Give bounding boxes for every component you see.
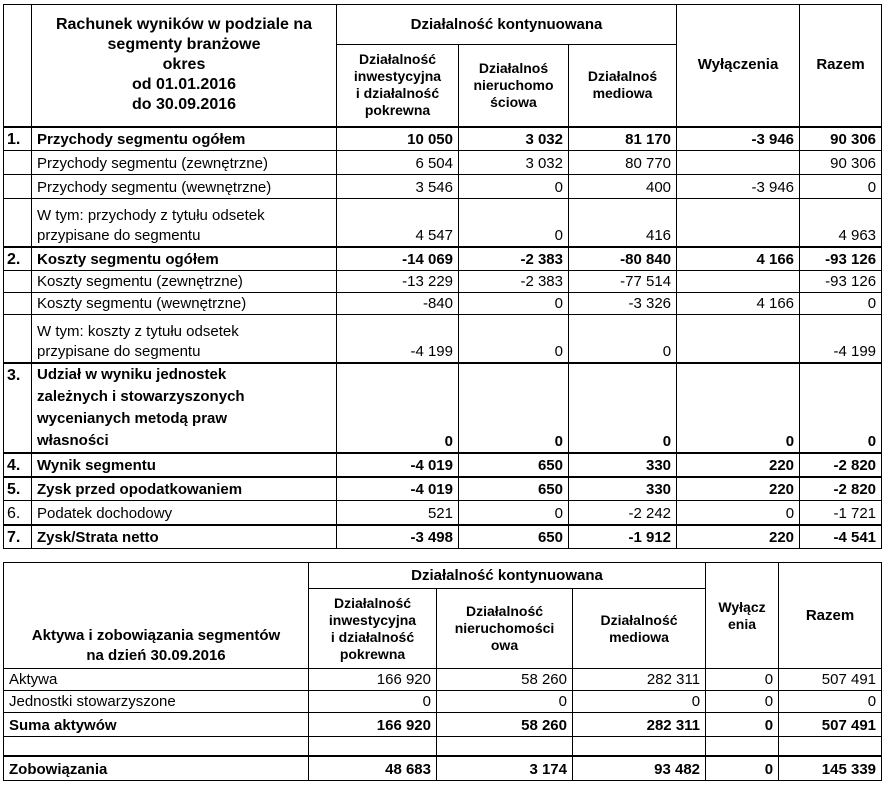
continued-operations-header: Działalność kontynuowana — [337, 5, 677, 45]
cell-real-estate: 650 — [459, 525, 569, 549]
cell-media: 0 — [569, 363, 677, 453]
header-line: pokrewna — [364, 102, 431, 119]
cell-total: -93 126 — [800, 271, 882, 293]
table-row — [4, 501, 882, 525]
media-activity-header — [569, 45, 677, 127]
cell-eliminations: 0 — [677, 363, 800, 453]
header-line: Działalność — [600, 611, 678, 628]
row-number: 3. — [4, 363, 32, 453]
cell-media: -2 242 — [569, 501, 677, 525]
table-row — [4, 247, 882, 271]
cell-media: -80 840 — [569, 247, 677, 271]
cell-investment: 166 920 — [309, 669, 437, 691]
real-estate-activity-header — [459, 45, 569, 127]
cell-media: 81 170 — [569, 127, 677, 151]
cell-total: -4 541 — [800, 525, 882, 549]
eliminations-header: Wyłączenia — [677, 5, 800, 127]
row-number: 4. — [4, 453, 32, 477]
spacer-row — [4, 737, 882, 757]
title-line: segmenty branżowe — [107, 36, 261, 54]
cell-investment: 3 546 — [337, 175, 459, 199]
row-number — [4, 175, 32, 199]
row-number: 2. — [4, 247, 32, 271]
row-number — [4, 315, 32, 363]
header-line: Działalność — [465, 603, 544, 619]
cell-investment: 48 683 — [309, 756, 437, 780]
cell-total: -1 721 — [800, 501, 882, 525]
label-line: Udział w wyniku jednostek — [37, 365, 227, 383]
row-label: Przychody segmentu (wewnętrzne) — [32, 175, 337, 199]
table-row — [4, 127, 882, 151]
investment-activity-header — [337, 45, 459, 127]
header-line: inwestycyjna — [353, 68, 442, 85]
row-label: Koszty segmentu ogółem — [32, 247, 337, 271]
cell-investment: -13 229 — [337, 271, 459, 293]
total-header: Razem — [800, 5, 882, 127]
label-line: przypisane do segmentu — [37, 342, 201, 360]
cell-investment: 4 547 — [337, 199, 459, 247]
cell-real-estate: 0 — [459, 175, 569, 199]
cell-total: 4 963 — [800, 199, 882, 247]
label-line: W tym: koszty z tytułu odsetek — [37, 322, 239, 340]
cell-real-estate: 0 — [459, 199, 569, 247]
table-row — [4, 477, 882, 501]
title-line: Rachunek wyników w podziale na — [55, 16, 313, 34]
assets-table-title — [4, 563, 309, 669]
header-line: Działalność — [333, 594, 412, 611]
cell-real-estate: 3 032 — [459, 127, 569, 151]
row-label: Suma aktywów — [4, 713, 309, 737]
table-row — [4, 293, 882, 315]
header-line: Działalność — [358, 51, 437, 68]
table-row — [4, 669, 882, 691]
empty-cell — [706, 737, 779, 757]
cell-media: 330 — [569, 453, 677, 477]
real-estate-activity-header — [437, 589, 573, 669]
cell-eliminations: 0 — [706, 691, 779, 713]
cell-real-estate: 650 — [459, 477, 569, 501]
cell-total: 507 491 — [779, 713, 882, 737]
cell-media: 0 — [573, 691, 706, 713]
cell-investment: 521 — [337, 501, 459, 525]
row-label: Zysk/Strata netto — [32, 525, 337, 549]
title-line: na dzień 30.09.2016 — [86, 647, 226, 664]
label-line: przypisane do segmentu — [37, 226, 201, 244]
cell-real-estate: 58 260 — [437, 713, 573, 737]
table-row — [4, 151, 882, 175]
cell-investment: -14 069 — [337, 247, 459, 271]
table-row — [4, 756, 882, 780]
cell-eliminations — [677, 199, 800, 247]
empty-cell — [309, 737, 437, 757]
cell-total: 90 306 — [800, 151, 882, 175]
cell-real-estate: 0 — [459, 293, 569, 315]
row-label: Jednostki stowarzyszone — [4, 691, 309, 713]
header-line: enia — [728, 615, 757, 632]
cell-media: 282 311 — [573, 713, 706, 737]
continued-operations-header: Działalność kontynuowana — [309, 563, 706, 589]
header-line: nieruchomo — [473, 76, 554, 93]
header-line: pokrewna — [339, 645, 406, 662]
cell-media: 416 — [569, 199, 677, 247]
label-line: wycenianych metodą praw — [37, 409, 228, 427]
cell-investment: 166 920 — [309, 713, 437, 737]
row-number — [4, 293, 32, 315]
income-table-title — [32, 5, 337, 127]
empty-cell — [573, 737, 706, 757]
cell-investment: 0 — [337, 363, 459, 453]
cell-investment: -840 — [337, 293, 459, 315]
row-label: Przychody segmentu (zewnętrzne) — [32, 151, 337, 175]
cell-total: 0 — [800, 293, 882, 315]
cell-eliminations: 0 — [706, 713, 779, 737]
cell-real-estate: 650 — [459, 453, 569, 477]
table-row — [4, 315, 882, 363]
table-row — [4, 363, 882, 453]
cell-eliminations: -3 946 — [677, 175, 800, 199]
cell-eliminations: 0 — [706, 669, 779, 691]
cell-total: -93 126 — [800, 247, 882, 271]
cell-investment: -4 199 — [337, 315, 459, 363]
label-line: zależnych i stowarzyszonych — [37, 387, 245, 405]
row-label: Przychody segmentu ogółem — [32, 127, 337, 151]
cell-media: -1 912 — [569, 525, 677, 549]
empty-cell — [4, 737, 309, 757]
cell-investment: 0 — [309, 691, 437, 713]
header-line: Działalnoś — [478, 59, 549, 76]
label-line: własności — [37, 431, 109, 449]
label-line: W tym: przychody z tytułu odsetek — [37, 206, 265, 224]
investment-activity-header — [309, 589, 437, 669]
header-line: nieruchomości — [454, 620, 555, 636]
cell-real-estate: 3 032 — [459, 151, 569, 175]
row-label — [32, 199, 337, 247]
header-line: i działalność — [355, 85, 440, 102]
table-row — [4, 453, 882, 477]
cell-total: -2 820 — [800, 477, 882, 501]
cell-eliminations — [677, 151, 800, 175]
row-label: Koszty segmentu (zewnętrzne) — [32, 271, 337, 293]
cell-real-estate: 0 — [459, 315, 569, 363]
cell-real-estate: -2 383 — [459, 247, 569, 271]
cell-media: 80 770 — [569, 151, 677, 175]
cell-investment: -3 498 — [337, 525, 459, 549]
cell-media: 330 — [569, 477, 677, 501]
cell-real-estate: 0 — [437, 691, 573, 713]
cell-total: 145 339 — [779, 756, 882, 780]
empty-cell — [779, 737, 882, 757]
cell-eliminations: 220 — [677, 453, 800, 477]
eliminations-header — [706, 563, 779, 669]
header-line: owa — [490, 637, 519, 653]
cell-total: 0 — [800, 363, 882, 453]
table-row — [4, 175, 882, 199]
cell-investment: 10 050 — [337, 127, 459, 151]
cell-real-estate: 3 174 — [437, 756, 573, 780]
row-number: 7. — [4, 525, 32, 549]
empty-cell — [437, 737, 573, 757]
row-label: Koszty segmentu (wewnętrzne) — [32, 293, 337, 315]
header-line: mediowa — [609, 628, 669, 645]
row-label: Aktywa — [4, 669, 309, 691]
row-label — [32, 315, 337, 363]
cell-media: 400 — [569, 175, 677, 199]
row-label: Wynik segmentu — [32, 453, 337, 477]
row-number — [4, 151, 32, 175]
title-line: okres — [162, 56, 206, 74]
cell-media: 0 — [569, 315, 677, 363]
cell-media: 282 311 — [573, 669, 706, 691]
table-row — [4, 691, 882, 713]
cell-eliminations: 220 — [677, 477, 800, 501]
table-row — [4, 525, 882, 549]
cell-media: -3 326 — [569, 293, 677, 315]
row-number: 1. — [4, 127, 32, 151]
header-corner — [4, 5, 32, 127]
cell-real-estate: 0 — [459, 363, 569, 453]
title-line: Aktywa i zobowiązania segmentów — [31, 627, 281, 644]
table-row — [4, 199, 882, 247]
table-row — [4, 713, 882, 737]
cell-real-estate: -2 383 — [459, 271, 569, 293]
cell-investment: 6 504 — [337, 151, 459, 175]
row-number: 6. — [4, 501, 32, 525]
cell-real-estate: 0 — [459, 501, 569, 525]
cell-eliminations: 220 — [677, 525, 800, 549]
total-header: Razem — [779, 563, 882, 669]
cell-total: 0 — [779, 691, 882, 713]
header-line: Działalnoś — [587, 68, 658, 85]
cell-media: 93 482 — [573, 756, 706, 780]
header-line: mediowa — [592, 85, 653, 102]
cell-eliminations: 0 — [677, 501, 800, 525]
header-line: inwestycyjna — [328, 611, 417, 628]
header-line: i działalność — [330, 628, 415, 645]
income-by-segment-table — [3, 4, 882, 549]
title-line: do 30.09.2016 — [131, 96, 237, 114]
header-line: ściowa — [490, 93, 537, 110]
cell-media: -77 514 — [569, 271, 677, 293]
row-number — [4, 199, 32, 247]
row-label: Zobowiązania — [4, 756, 309, 780]
cell-investment: -4 019 — [337, 477, 459, 501]
assets-liabilities-table — [3, 562, 882, 781]
cell-investment: -4 019 — [337, 453, 459, 477]
cell-total: 90 306 — [800, 127, 882, 151]
table-row — [4, 271, 882, 293]
cell-eliminations — [677, 271, 800, 293]
cell-total: 507 491 — [779, 669, 882, 691]
cell-total: -2 820 — [800, 453, 882, 477]
row-label: Podatek dochodowy — [32, 501, 337, 525]
header-line: Wyłącz — [718, 598, 766, 615]
cell-total: -4 199 — [800, 315, 882, 363]
cell-real-estate: 58 260 — [437, 669, 573, 691]
row-number: 5. — [4, 477, 32, 501]
row-number — [4, 271, 32, 293]
row-label — [32, 363, 337, 453]
media-activity-header — [573, 589, 706, 669]
cell-eliminations: -3 946 — [677, 127, 800, 151]
cell-eliminations: 4 166 — [677, 293, 800, 315]
cell-total: 0 — [800, 175, 882, 199]
cell-eliminations: 0 — [706, 756, 779, 780]
row-label: Zysk przed opodatkowaniem — [32, 477, 337, 501]
title-line: od 01.01.2016 — [131, 76, 237, 94]
cell-eliminations — [677, 315, 800, 363]
cell-eliminations: 4 166 — [677, 247, 800, 271]
